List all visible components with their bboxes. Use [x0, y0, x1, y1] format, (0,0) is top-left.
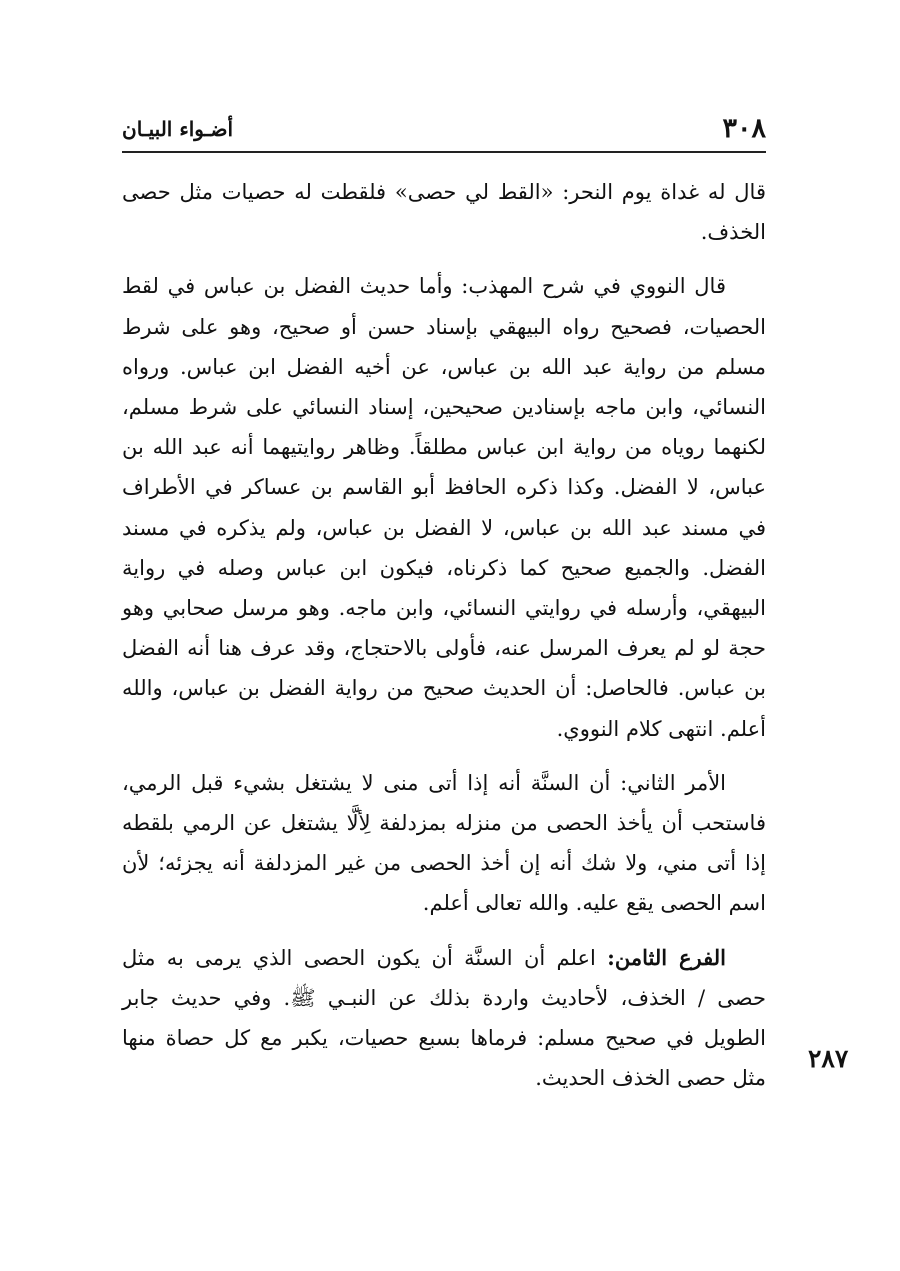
body-text [122, 172, 766, 1112]
book-title: أضـواء البيـان [122, 117, 234, 141]
paragraph [122, 172, 766, 252]
paragraph-text: قال النووي في شرح المهذب: وأما حديث الفضل بن عباس في لقط الحصيات، فصحيح رواه البيهقي بإسناد حسن أو صحيح، وهو على شرط مسلم من رواية عبد الله بن عباس، عن أخيه الفضل ابن عباس. ورواه النسائي، وابن ماجه بإسنادين صحيحين، إسناد النسائي على شرط مسلم، لكنهما روياه من رواية ابن عباس مطلقاً. وظاهر روايتيهما أنه عبد الله بن عباس، لا الفضل. وكذا ذكره الحافظ أبو القاسم بن عساكر في الأطراف في مسند عبد الله بن عباس، لا الفضل بن عباس، ولم يذكره في مسند الفضل. والجميع صحيح كما ذكرناه، فيكون ابن عباس وصله في رواية البيهقي، وأرسله في روايتي النسائي، وابن ماجه. وهو مرسل صحابي وهو حجة لو لم يعرف المرسل عنه، فأولى بالاحتجاج، وقد عرف هنا أنه الفضل بن عباس. فالحاصل: أن الحديث صحيح من رواية الفضل بن عباس، والله أعلم. انتهى كلام النووي. [122, 274, 766, 741]
paragraph [122, 763, 766, 924]
paragraph [122, 938, 766, 1099]
header-divider [122, 151, 766, 153]
page-header [122, 112, 766, 146]
margin-page-reference: ٢٨٧ [808, 1044, 849, 1073]
paragraph-text: قال له غداة يوم النحر: «القط لي حصى» فلقطت له حصيات مثل حصى الخذف. [122, 180, 766, 245]
paragraph [122, 266, 766, 748]
paragraph-text: اعلم أن السنَّة أن يكون الحصى الذي يرمى به مثل حصى / الخذف، لأحاديث واردة بذلك عن النبـي ﷺ. وفي حديث جابر الطويل في صحيح مسلم: فرماها بسبع حصيات، يكبر مع كل حصاة منها مثل حصى الخذف الحديث. [122, 945, 766, 1091]
section-heading: الفرع الثامن: [607, 944, 726, 970]
paragraph-text: الأمر الثاني: أن السنَّة أنه إذا أتى منى لا يشتغل بشيء قبل الرمي، فاستحب أن يأخذ الحصى من منزله بمزدلفة لِألَّا يشتغل عن الرمي بلقطه إذا أتى مني، ولا شك أنه إن أخذ الحصى من غير المزدلفة أنه يجزئه؛ لأن اسم الحصى يقع عليه. والله تعالى أعلم. [122, 770, 766, 916]
page-number: ٣٠٨ [722, 113, 766, 144]
